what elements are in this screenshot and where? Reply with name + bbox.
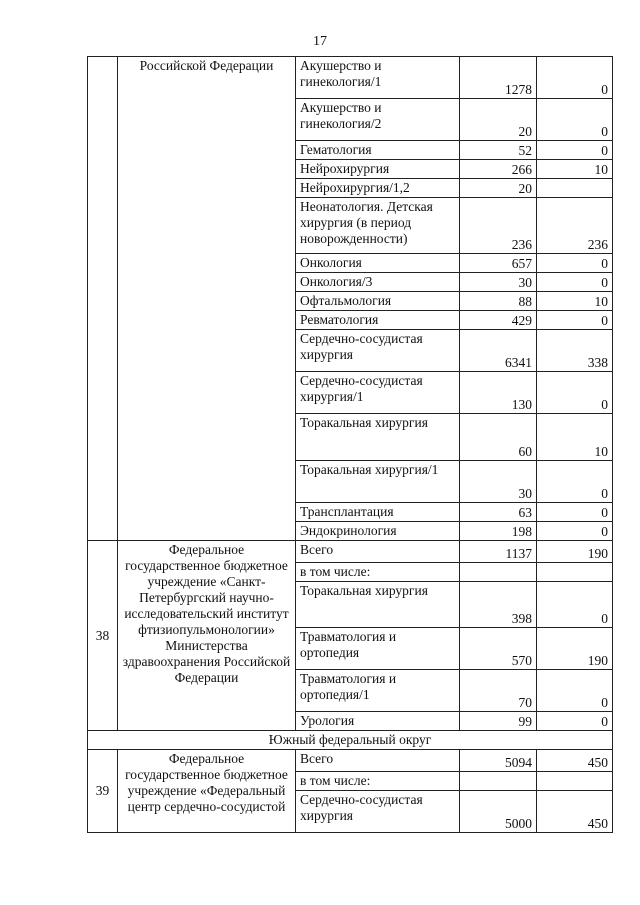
volume-oms-cell: 450 xyxy=(537,791,613,833)
volume-cell: 63 xyxy=(460,503,537,522)
volume-oms-cell xyxy=(537,179,613,198)
table-row xyxy=(88,57,613,99)
volume-cell: 266 xyxy=(460,160,537,179)
volume-oms-cell: 0 xyxy=(537,712,613,731)
profile-cell: Сердечно-сосудистая хирургия xyxy=(296,330,460,372)
volume-oms-cell: 0 xyxy=(537,372,613,414)
volume-cell: 70 xyxy=(460,670,537,712)
region-heading: Южный федеральный округ xyxy=(88,731,613,750)
table-row xyxy=(88,541,613,563)
volume-cell: 99 xyxy=(460,712,537,731)
volume-cell: 88 xyxy=(460,292,537,311)
volume-cell: 236 xyxy=(460,198,537,254)
empty-cell xyxy=(460,563,537,582)
volume-cell: 429 xyxy=(460,311,537,330)
volume-cell: 130 xyxy=(460,372,537,414)
profile-cell: Торакальная хирургия xyxy=(296,414,460,461)
volume-cell: 6341 xyxy=(460,330,537,372)
profile-cell: Травматология и ортопедия xyxy=(296,628,460,670)
volume-cell: 1278 xyxy=(460,57,537,99)
volume-cell: 198 xyxy=(460,522,537,541)
volume-oms-cell: 0 xyxy=(537,503,613,522)
volume-oms-cell: 0 xyxy=(537,57,613,99)
total-volume-oms-cell: 190 xyxy=(537,541,613,563)
total-volume-cell: 5094 xyxy=(460,750,537,772)
volume-oms-cell: 0 xyxy=(537,273,613,292)
org-name-cell: Федеральное государственное бюджетное учреждение «Федеральный центр сердечно-сосудистой xyxy=(118,750,296,833)
entry-number-cell: 38 xyxy=(88,541,118,731)
page-number: 17 xyxy=(313,34,327,49)
including-label-cell: в том числе: xyxy=(296,563,460,582)
volume-oms-cell: 0 xyxy=(537,670,613,712)
quota-table xyxy=(87,56,613,833)
volume-oms-cell: 10 xyxy=(537,292,613,311)
volume-oms-cell: 0 xyxy=(537,254,613,273)
profile-cell: Урология xyxy=(296,712,460,731)
org-name-cell: Российской Федерации xyxy=(118,57,296,541)
profile-cell: Травматология и ортопедия/1 xyxy=(296,670,460,712)
volume-cell: 570 xyxy=(460,628,537,670)
profile-cell: Нейрохирургия/1,2 xyxy=(296,179,460,198)
volume-oms-cell: 0 xyxy=(537,461,613,503)
org-name-cell: Федеральное государственное бюджетное учреждение «Санкт-Петербургский научно-исследовательский институт фтизиопульмонологии» Министерства здравоохранения Российской Федерации xyxy=(118,541,296,731)
volume-cell: 20 xyxy=(460,99,537,141)
entry-number-cell xyxy=(88,57,118,541)
total-label-cell: Всего xyxy=(296,541,460,563)
profile-cell: Торакальная хирургия/1 xyxy=(296,461,460,503)
total-volume-cell: 1137 xyxy=(460,541,537,563)
profile-cell: Офтальмология xyxy=(296,292,460,311)
volume-oms-cell: 236 xyxy=(537,198,613,254)
volume-oms-cell: 338 xyxy=(537,330,613,372)
volume-oms-cell: 190 xyxy=(537,628,613,670)
table-row xyxy=(88,750,613,772)
volume-oms-cell: 0 xyxy=(537,582,613,628)
volume-cell: 60 xyxy=(460,414,537,461)
volume-oms-cell: 0 xyxy=(537,141,613,160)
empty-cell xyxy=(537,772,613,791)
volume-cell: 398 xyxy=(460,582,537,628)
volume-cell: 30 xyxy=(460,273,537,292)
volume-cell: 20 xyxy=(460,179,537,198)
entry-number-cell: 39 xyxy=(88,750,118,833)
profile-cell: Нейрохирургия xyxy=(296,160,460,179)
profile-cell: Ревматология xyxy=(296,311,460,330)
total-label-cell: Всего xyxy=(296,750,460,772)
profile-cell: Акушерство и гинекология/2 xyxy=(296,99,460,141)
volume-cell: 657 xyxy=(460,254,537,273)
volume-oms-cell: 10 xyxy=(537,160,613,179)
volume-oms-cell: 0 xyxy=(537,311,613,330)
profile-cell: Трансплантация xyxy=(296,503,460,522)
profile-cell: Сердечно-сосудистая хирургия/1 xyxy=(296,372,460,414)
profile-cell: Акушерство и гинекология/1 xyxy=(296,57,460,99)
profile-cell: Сердечно-сосудистая хирургия xyxy=(296,791,460,833)
volume-oms-cell: 0 xyxy=(537,99,613,141)
including-label-cell: в том числе: xyxy=(296,772,460,791)
volume-cell: 30 xyxy=(460,461,537,503)
total-volume-oms-cell: 450 xyxy=(537,750,613,772)
profile-cell: Онкология/3 xyxy=(296,273,460,292)
table-row xyxy=(88,731,613,750)
empty-cell xyxy=(460,772,537,791)
volume-oms-cell: 10 xyxy=(537,414,613,461)
volume-oms-cell: 0 xyxy=(537,522,613,541)
profile-cell: Эндокринология xyxy=(296,522,460,541)
volume-cell: 52 xyxy=(460,141,537,160)
empty-cell xyxy=(537,563,613,582)
profile-cell: Гематология xyxy=(296,141,460,160)
profile-cell: Торакальная хирургия xyxy=(296,582,460,628)
volume-cell: 5000 xyxy=(460,791,537,833)
quota-table-body xyxy=(88,57,613,833)
profile-cell: Онкология xyxy=(296,254,460,273)
profile-cell: Неонатология. Детская хирургия (в период новорожденности) xyxy=(296,198,460,254)
